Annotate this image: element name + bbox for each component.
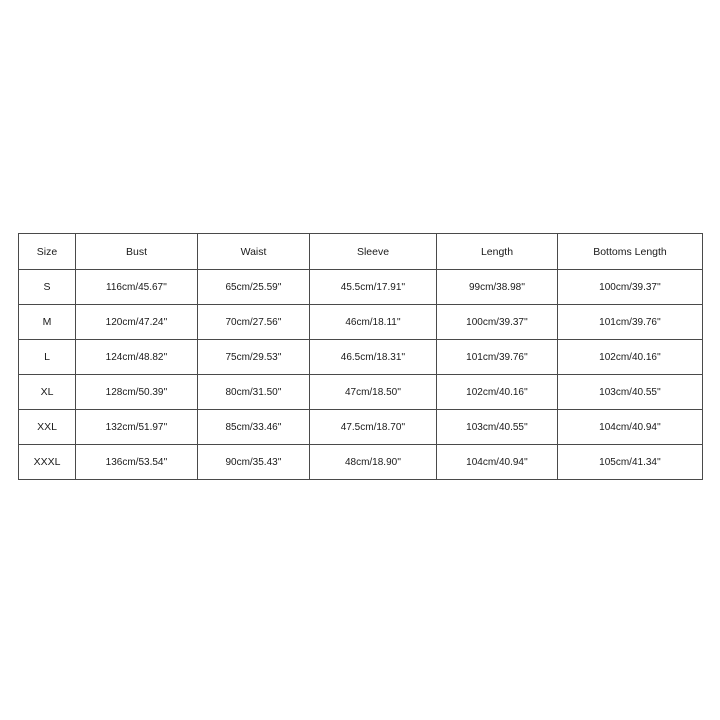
header-length: Length bbox=[437, 234, 558, 270]
sleeve-cell: 48cm/18.90'' bbox=[310, 445, 437, 480]
size-chart-table bbox=[18, 233, 703, 480]
waist-cell: 75cm/29.53'' bbox=[198, 340, 310, 375]
sleeve-cell: 47.5cm/18.70'' bbox=[310, 410, 437, 445]
length-cell: 103cm/40.55'' bbox=[437, 410, 558, 445]
bust-cell: 132cm/51.97'' bbox=[76, 410, 198, 445]
header-size: Size bbox=[19, 234, 76, 270]
length-cell: 101cm/39.76'' bbox=[437, 340, 558, 375]
length-cell: 102cm/40.16'' bbox=[437, 375, 558, 410]
bottoms-length-cell: 105cm/41.34'' bbox=[558, 445, 703, 480]
bottoms-length-cell: 102cm/40.16'' bbox=[558, 340, 703, 375]
waist-cell: 80cm/31.50'' bbox=[198, 375, 310, 410]
table-row bbox=[19, 445, 703, 480]
waist-cell: 85cm/33.46'' bbox=[198, 410, 310, 445]
header-bottoms-length: Bottoms Length bbox=[558, 234, 703, 270]
length-cell: 99cm/38.98'' bbox=[437, 270, 558, 305]
waist-cell: 90cm/35.43'' bbox=[198, 445, 310, 480]
table-row bbox=[19, 375, 703, 410]
bottoms-length-cell: 101cm/39.76'' bbox=[558, 305, 703, 340]
bottoms-length-cell: 104cm/40.94'' bbox=[558, 410, 703, 445]
size-cell: XXL bbox=[19, 410, 76, 445]
size-cell: XL bbox=[19, 375, 76, 410]
size-chart-table-container bbox=[18, 233, 702, 480]
sleeve-cell: 46cm/18.11'' bbox=[310, 305, 437, 340]
bust-cell: 136cm/53.54'' bbox=[76, 445, 198, 480]
table-row bbox=[19, 410, 703, 445]
header-bust: Bust bbox=[76, 234, 198, 270]
table-header-row bbox=[19, 234, 703, 270]
waist-cell: 65cm/25.59'' bbox=[198, 270, 310, 305]
size-cell: S bbox=[19, 270, 76, 305]
bust-cell: 128cm/50.39'' bbox=[76, 375, 198, 410]
header-sleeve: Sleeve bbox=[310, 234, 437, 270]
table-row bbox=[19, 305, 703, 340]
sleeve-cell: 45.5cm/17.91'' bbox=[310, 270, 437, 305]
length-cell: 104cm/40.94'' bbox=[437, 445, 558, 480]
sleeve-cell: 46.5cm/18.31'' bbox=[310, 340, 437, 375]
bottoms-length-cell: 103cm/40.55'' bbox=[558, 375, 703, 410]
sleeve-cell: 47cm/18.50'' bbox=[310, 375, 437, 410]
table-row bbox=[19, 270, 703, 305]
table-row bbox=[19, 340, 703, 375]
waist-cell: 70cm/27.56'' bbox=[198, 305, 310, 340]
size-cell: XXXL bbox=[19, 445, 76, 480]
size-cell: L bbox=[19, 340, 76, 375]
bust-cell: 124cm/48.82'' bbox=[76, 340, 198, 375]
length-cell: 100cm/39.37'' bbox=[437, 305, 558, 340]
bust-cell: 120cm/47.24'' bbox=[76, 305, 198, 340]
bust-cell: 116cm/45.67'' bbox=[76, 270, 198, 305]
bottoms-length-cell: 100cm/39.37'' bbox=[558, 270, 703, 305]
size-cell: M bbox=[19, 305, 76, 340]
header-waist: Waist bbox=[198, 234, 310, 270]
